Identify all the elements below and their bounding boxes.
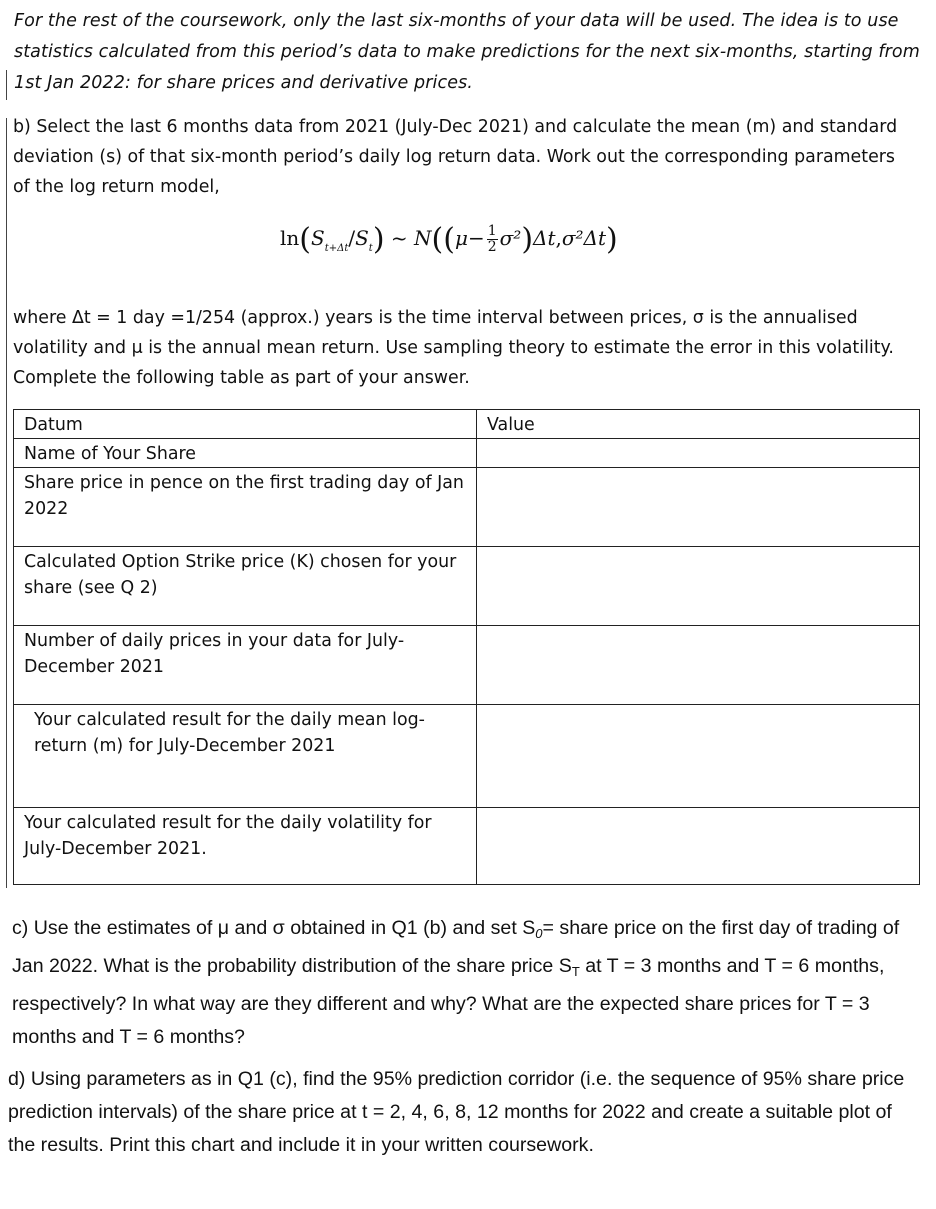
table-row	[14, 547, 920, 626]
value-cell[interactable]	[477, 626, 920, 705]
formula-s-next: S	[311, 226, 325, 250]
value-cell[interactable]	[477, 808, 920, 885]
table-row	[14, 468, 920, 547]
datum-cell: Share price in pence on the first trading day of Jan 2022	[14, 468, 477, 547]
question-b-text: b) Select the last 6 months data from 2021 (July-Dec 2021) and calculate the mean (m) and standard deviation (s) of that six-month period’s daily log return data. Work out the corresponding parameters of the log return model,	[13, 117, 898, 197]
formula-comma: ,	[555, 226, 562, 250]
header-value: Value	[477, 410, 920, 439]
formula-slash: /	[348, 226, 356, 250]
log-return-formula: $\ln(S_{t+\Delta t}/S_t)$ ~ N((μ− $\frac{1}{2}$ σ²)Δt,σ²Δt)	[280, 222, 618, 257]
question-c-part2: = share price on the first day of trading of Jan 2022. What is the probability distribution of the share price S	[12, 917, 900, 977]
formula-frac-den: 2	[487, 239, 497, 255]
formula-sigma-sq-dt: σ²Δt	[561, 226, 607, 250]
datum-cell: Your calculated result for the daily mean log-return (m) for July-December 2021	[14, 705, 477, 808]
intro-paragraph: For the rest of the coursework, only the last six-months of your data will be used. The idea is to use statistics calculated from this period’s data to make predictions for the next six-months, starting from 1st Jan 2022: for share prices and derivative prices.	[14, 11, 920, 93]
question-c-sub0: 0	[535, 926, 543, 941]
formula-s-now-sub: t	[368, 243, 373, 254]
value-cell[interactable]	[477, 547, 920, 626]
value-cell[interactable]	[477, 705, 920, 808]
question-c-part3: at T = 3 months and T = 6 months, respectively? In what way are they different and why? What are the expected share prices for T = 3 months and T = 6 months?	[12, 955, 885, 1048]
formula-tilde: ~	[390, 226, 408, 250]
table-header-row	[14, 410, 920, 439]
datum-cell: Number of daily prices in your data for July-December 2021	[14, 626, 477, 705]
formula-dt: Δt	[533, 226, 556, 250]
datum-cell: Calculated Option Strike price (K) chosen for your share (see Q 2)	[14, 547, 477, 626]
formula-half	[487, 224, 498, 255]
datum-table	[13, 409, 920, 885]
where-paragraph: where Δt = 1 day =1/254 (approx.) years is the time interval between prices, σ is the annualised volatility and μ is the annual mean return. Use sampling theory to estimate the error in this volatility. Complete the following table as part of your answer.	[13, 308, 894, 388]
formula-s-next-sub: t+Δt	[324, 243, 349, 254]
formula-sigma-sq: σ²	[499, 226, 522, 250]
table-row	[14, 626, 920, 705]
header-datum: Datum	[14, 410, 477, 439]
formula-frac-num: 1	[487, 223, 497, 239]
margin-rule	[6, 118, 7, 888]
formula-s-now: S	[355, 226, 369, 250]
formula-ln: ln	[280, 226, 300, 250]
question-c-subT: T	[571, 964, 580, 979]
datum-cell: Your calculated result for the daily volatility for July-December 2021.	[14, 808, 477, 885]
question-c-text	[12, 912, 922, 1054]
value-cell[interactable]	[477, 468, 920, 547]
question-d-text: d) Using parameters as in Q1 (c), find the 95% prediction corridor (i.e. the sequence of 95% share price prediction intervals) of the share price at t = 2, 4, 6, 8, 12 months for 2022 and create a suitable plot of the results. Print this chart and include it in your written coursework.	[8, 1068, 905, 1156]
value-cell[interactable]	[477, 439, 920, 468]
table-row	[14, 705, 920, 808]
table-row	[14, 808, 920, 885]
formula-mu: μ	[454, 226, 468, 250]
margin-rule	[6, 70, 7, 100]
formula-minus: −	[467, 226, 485, 250]
datum-cell: Name of Your Share	[14, 439, 477, 468]
table-row	[14, 439, 920, 468]
formula-normal: N	[414, 226, 432, 250]
question-c-part1: c) Use the estimates of μ and σ obtained in Q1 (b) and set S	[12, 917, 536, 939]
